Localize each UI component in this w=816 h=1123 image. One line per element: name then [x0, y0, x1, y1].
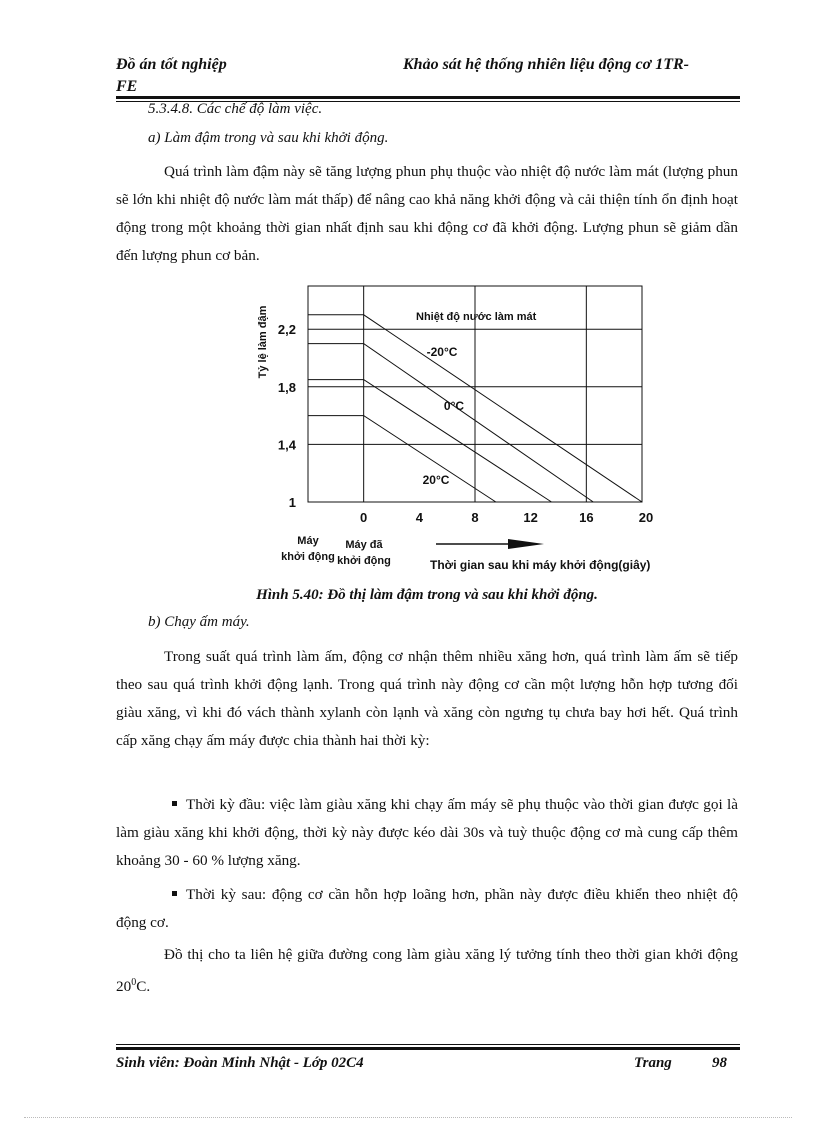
paragraph-3-end: C.: [136, 978, 151, 996]
chart-x-tick-label: 16: [579, 510, 594, 525]
enrichment-chart: [246, 282, 686, 574]
chart-x-left-label: khởi động: [337, 555, 391, 567]
bullet-1-text: Thời kỳ đầu: việc làm giàu xăng khi chạy ấm máy sẽ phụ thuộc vào thời gian được gọi là làm giàu xăng khi khởi động, thời kỳ này được kéo dài 30s và tuỳ thuộc động cơ mà cung cấp thêm khoảng 30 - 60 % lượng xăng.: [116, 796, 738, 869]
chart-series-label: 0°C: [443, 399, 465, 413]
degree-superscript: 0: [131, 977, 137, 988]
chart-series-label: -20°C: [426, 345, 458, 359]
chart-arrow-icon: [508, 539, 544, 549]
footer-page-number: 98: [712, 1055, 727, 1071]
paragraph-1: Quá trình làm đậm này sẽ tăng lượng phun phụ thuộc vào nhiệt độ nước làm mát (lượng phun sẽ lớn khi nhiệt độ nước làm mát thấp) để nâng cao khả năng khởi động và cải thiện tính ổn định hoạt động trong một khoảng thời gian nhất định sau khi động cơ đã khởi động. Lượng phun sẽ giảm dần đến lượng phun cơ bản.: [116, 163, 738, 264]
footer-rule-thin: [116, 1044, 740, 1045]
chart-y-tick-label: 1,8: [277, 379, 296, 395]
paragraph-3-text: Đồ thị cho ta liên hệ giữa đường cong làm giàu xăng lý tưởng tính theo thời gian khởi động 20: [116, 946, 738, 996]
chart-y-axis-label: Tỷ lệ làm đậm: [257, 305, 269, 379]
chart-y-tick-label: 1: [288, 495, 296, 510]
header-left-title: Đồ án tốt nghiệp: [116, 56, 227, 73]
bullet-square-icon: [172, 891, 177, 896]
chart-x-tick-label: 8: [471, 510, 479, 525]
header-left-title-continued: FE: [116, 78, 138, 95]
bullet-item-1: [116, 791, 738, 875]
paragraph-3: [116, 941, 738, 1001]
figure-caption: Hình 5.40: Đồ thị làm đậm trong và sau khi khởi động.: [256, 587, 598, 603]
chart-x-tick-label: 4: [415, 510, 423, 525]
chart-x-left-label: Máy đã: [345, 539, 383, 551]
chart-x-left-label: khởi động: [281, 551, 335, 563]
header-right-title: Khảo sát hệ thống nhiên liệu động cơ 1TR-: [403, 56, 689, 73]
section-heading: 5.3.4.8. Các chế độ làm việc.: [148, 101, 323, 117]
subsection-a-heading: a) Làm đậm trong và sau khi khởi động.: [148, 130, 389, 146]
paragraph-2: Trong suất quá trình làm ấm, động cơ nhận thêm nhiều xăng hơn, quá trình làm ấm sẽ tiếp theo sau quá trình khởi động lạnh. Trong quá trình này động cơ cần một lượng hỗn hợp tương đối giàu xăng, vì khi đó vách thành xylanh còn lạnh và xăng còn ngưng tụ chưa bay hơi hết. Quá trình cấp xăng chạy ấm máy được chia thành hai thời kỳ:: [116, 648, 738, 749]
footer-student: Sinh viên: Đoàn Minh Nhật - Lớp 02C4: [116, 1055, 364, 1071]
chart-x-tick-label: 12: [523, 510, 538, 525]
bullet-2-text: Thời kỳ sau: động cơ cần hỗn hợp loãng hơn, phần này được điều khiển theo nhiệt độ động cơ.: [116, 886, 738, 931]
chart-x-left-label: Máy: [297, 535, 319, 547]
chart-x-axis-label: Thời gian sau khi máy khởi động(giây): [430, 558, 651, 572]
chart-x-tick-label: 20: [638, 510, 654, 525]
chart-series-label: 20°C: [422, 473, 450, 487]
chart-y-tick-label: 2,2: [277, 322, 296, 338]
chart-series-line: [308, 344, 593, 502]
chart-series-line: [308, 416, 496, 502]
chart-y-tick-label: 1,4: [277, 437, 296, 453]
page-bottom-dotted-rule: [24, 1117, 792, 1118]
footer-page-label: Trang: [634, 1055, 672, 1071]
bullet-square-icon: [172, 801, 177, 806]
chart-x-tick-label: 0: [360, 510, 368, 525]
chart-legend-title: Nhiệt độ nước làm mát: [416, 311, 537, 323]
header-rule-thick: [116, 96, 740, 99]
footer-rule-thick: [116, 1047, 740, 1050]
subsection-b-heading: b) Chạy ấm máy.: [148, 614, 250, 630]
bullet-item-2: [116, 881, 738, 937]
